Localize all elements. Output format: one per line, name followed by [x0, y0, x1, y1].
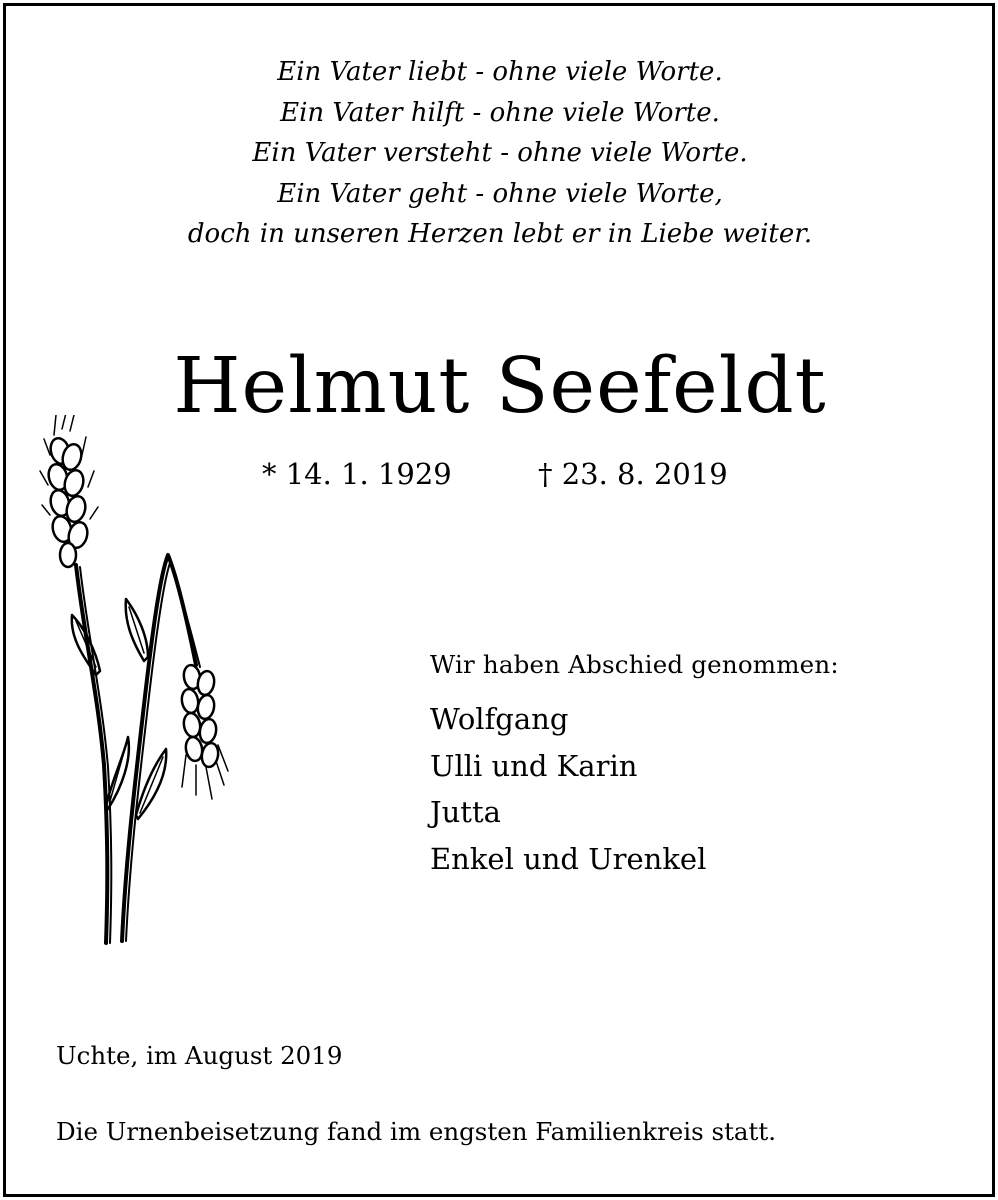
mourner-name: Ulli und Karin — [430, 748, 638, 783]
poem — [0, 52, 998, 255]
birth-date: * 14. 1. 1929 — [262, 457, 452, 491]
mourner-name: Jutta — [430, 795, 501, 829]
poem-line: Ein Vater versteht - ohne viele Worte. — [252, 138, 748, 168]
mourners-list — [430, 696, 706, 882]
poem-line: doch in unseren Herzen lebt er in Liebe weiter. — [187, 219, 813, 249]
mourner-name: Enkel und Urenkel — [430, 841, 707, 876]
mourner-name: Wolfgang — [430, 702, 569, 736]
wheat-ears-icon — [36, 415, 236, 945]
poem-line: Ein Vater hilft - ohne viele Worte. — [280, 97, 720, 128]
place-date: Uchte, im August 2019 — [56, 1041, 343, 1070]
burial-note: Die Urnenbeisetzung fand im engsten Familienkreis statt. — [56, 1117, 776, 1146]
poem-line: Ein Vater geht - ohne viele Worte, — [277, 178, 723, 209]
farewell-intro: Wir haben Abschied genommen: — [430, 650, 839, 679]
poem-line: Ein Vater liebt - ohne viele Worte. — [277, 57, 723, 87]
deceased-name: Helmut Seefeldt — [173, 342, 827, 431]
death-date: † 23. 8. 2019 — [538, 457, 728, 491]
